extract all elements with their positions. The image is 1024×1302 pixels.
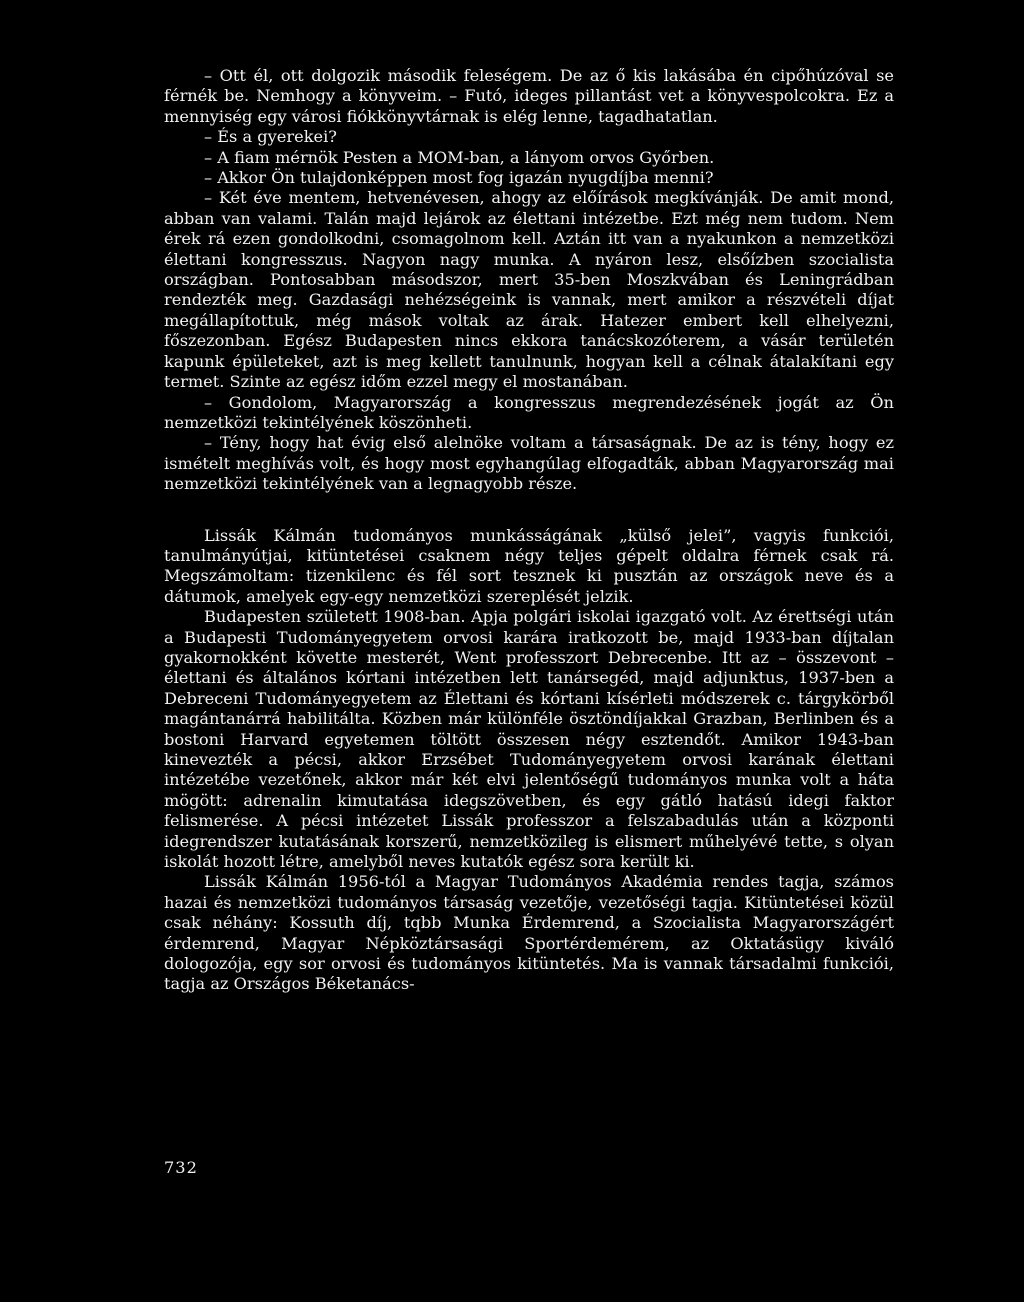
dialog-paragraph: – Gondolom, Magyarország a kongresszus megrendezésének jogát az Ön nemzetközi tekintélyének köszönheti. [164, 392, 894, 432]
dialog-paragraph: – És a gyerekei? [204, 127, 337, 147]
interview-section [164, 66, 894, 495]
dialog-paragraph: – Tény, hogy hat évig első alelnöke voltam a társaságnak. De az is tény, hogy ez ismételt meghívás volt, és hogy most egyhangúlag elfogadták, abban Magyarország mai nemzetközi tekintélyének van a legnagyobb része. [164, 433, 894, 494]
dialog-paragraph: – Két éve mentem, hetvenévesen, ahogy az előírások megkívánják. De amit mond, abban van valami. Talán majd lejárok az élettani intézetbe. Ezt még nem tudom. Nem érek rá ezen gondolkodni, csomagolnom kell. Aztán itt van a nyakunkon a nemzetközi élettani kongresszus. Nagyon nagy munka. A nyáron lesz, elsőízben szocialista országban. Pontosabban másodszor, mert 35-ben Moszkvában és Leningrádban rendezték meg. Gazdasági nehézségeink is vannak, mert amikor a részvételi díjat megállapítottuk, még mások voltak az árak. Hatezer embert kell elhelyezni, főszezonban. Egész Budapesten nincs ekkora tanácskozóterem, a vásár területén kapunk épületeket, azt is meg kellett tanulnunk, hogyan kell a célnak átalakítani egy termet. Szinte az egész időm ezzel megy el mostanában. [164, 188, 894, 392]
bio-paragraph: Lissák Kálmán tudományos munkásságának „külső jelei”, vagyis funkciói, tanulmányútjai, kitüntetései csaknem négy teljes gépelt oldalra férnek csak rá. Megszámoltam: tizenkilenc és fél sort tesznek ki pusztán az országok neve és a dátumok, amelyek egy-egy nemzetközi szereplését jelzik. [164, 525, 894, 606]
dialog-paragraph: – Ott él, ott dolgozik második feleségem. De az ő kis lakásába én cipőhúzóval se férnék be. Nemhogy a könyveim. – Futó, ideges pillantást vet a könyvespolcokra. Ez a mennyiség egy városi fiókkönyvtárnak is elég lenne, tagadhatatlan. [164, 66, 894, 126]
page-body [164, 66, 894, 995]
bio-paragraph: Budapesten született 1908-ban. Apja polgári iskolai igazgató volt. Az érettségi után a Budapesti Tudományegyetem orvosi karára iratkozott be, majd 1933-ban díjtalan gyakornokként követte mesterét, Went professzort Debrecenbe. Itt az – összevont – élettani és általános kórtani intézetben lett tanársegéd, majd adjunktus, 1937-ben a Debreceni Tudományegyetem az Élettani és kórtani kísérleti módszerek c. tárgykörből magántanárrá habilitálta. Közben már különféle ösztöndíjakkal Grazban, Berlinben és a bostoni Harvard egyetemen töltött összesen négy esztendőt. Amikor 1943-ban kinevezték a pécsi, akkor Erzsébet Tudományegyetem orvosi karának élettani intézetébe vezetőnek, akkor már két elvi jelentőségű tudományos munka volt a háta mögött: adrenalin kimutatása idegszövetben, és egy gátló hatású idegi faktor felismerése. A pécsi intézetet Lissák professzor a felszabadulás után a központi idegrendszer kutatásának korszerű, nemzetközileg is elismert műhelyévé tette, s olyan iskolát hozott létre, amelyből neves kutatók egész sora került ki. [164, 607, 894, 872]
page-number: 732 [164, 1158, 198, 1177]
bio-paragraph: Lissák Kálmán 1956-tól a Magyar Tudományos Akadémia rendes tagja, számos hazai és nemzetközi tudományos társaság vezetője, vezetőségi tagja. Kitüntetései közül csak néhány: Kossuth díj, tqbb Munka Érdemrend, a Szocialista Magyarországért érdemrend, Magyar Népköztársasági Sportérdemérem, az Oktatásügy kiváló dologozója, egy sor orvosi és tudományos kitüntetés. Ma is vannak társadalmi funkciói, tagja az Országos Béketanács- [164, 872, 894, 994]
dialog-paragraph: – A fiam mérnök Pesten a MOM-ban, a lányom orvos Győrben. [204, 147, 715, 167]
biography-section [164, 526, 894, 995]
section-gap [164, 495, 894, 526]
dialog-paragraph: – Akkor Ön tulajdonképpen most fog igazán nyugdíjba menni? [204, 168, 714, 188]
